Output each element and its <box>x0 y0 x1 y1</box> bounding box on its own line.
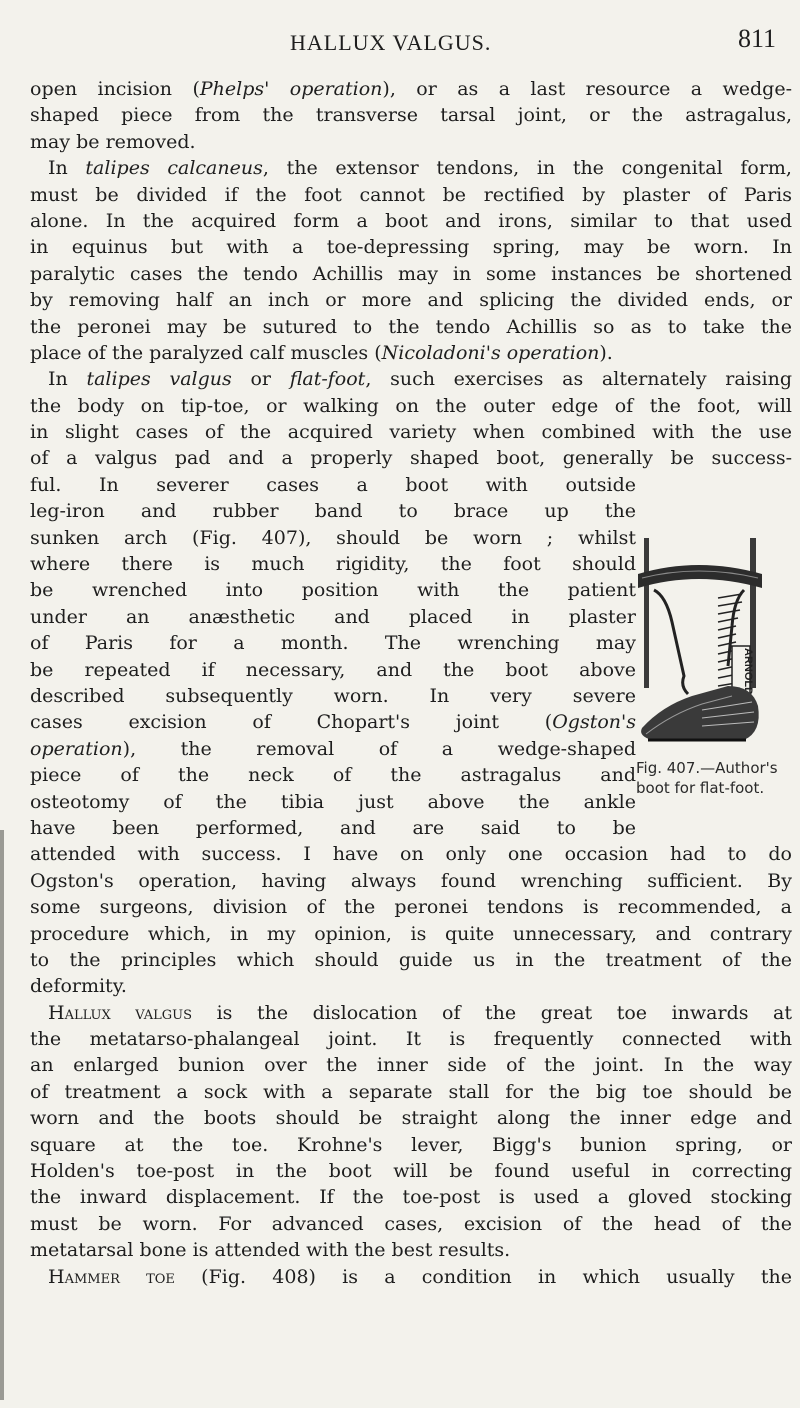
text-line <box>30 894 792 920</box>
text-segment: Hammer toe <box>48 1265 175 1288</box>
text-segment: is the dislocation of the great toe inwards at <box>192 1001 792 1024</box>
text-segment: metatarsal bone is attended with the best results. <box>30 1239 511 1262</box>
figure-caption <box>636 758 796 798</box>
text-line <box>30 393 792 419</box>
text-segment: Holden's toe-post in the boot will be found useful in correcting <box>30 1160 792 1183</box>
text-segment: (Fig. 408) is a condition in which usually the <box>174 1265 792 1288</box>
text-segment: to the principles which should guide us in the treatment of the <box>30 948 792 971</box>
page-header <box>290 20 776 60</box>
text-segment: must be worn. For advanced cases, excision of the head of the <box>30 1212 792 1235</box>
text-line <box>30 261 792 287</box>
text-segment: ), or as a last resource a wedge- <box>382 78 792 100</box>
text-segment: by removing half an inch or more and splicing the divided ends, or <box>30 289 792 312</box>
text-line <box>30 551 636 577</box>
caption-line: boot for flat-foot. <box>636 779 765 797</box>
text-segment: described subsequently worn. In very severe <box>30 684 636 707</box>
text-line <box>30 445 792 471</box>
text-line <box>30 1105 792 1131</box>
text-segment: must be divided if the foot cannot be rectified by plaster of Paris <box>30 183 792 206</box>
text-segment: leg-iron and rubber band to brace up the <box>30 500 636 523</box>
flat-foot-boot-drawing <box>632 536 790 752</box>
text-line <box>30 868 792 894</box>
text-segment: the peronei may be sutured to the tendo Achillis so as to take the <box>30 315 792 338</box>
text-segment: ). <box>599 341 613 364</box>
text-line <box>30 1052 792 1078</box>
text-segment: square at the toe. Krohne's lever, Bigg's bunion spring, or <box>30 1133 792 1156</box>
text-line <box>30 1237 792 1263</box>
page-edge-shadow <box>0 830 4 1400</box>
text-segment: ful. In severer cases a boot with outside <box>30 473 636 496</box>
text-segment: be repeated if necessary, and the boot above <box>30 658 636 681</box>
text-line <box>30 973 792 999</box>
text-segment: an enlarged bunion over the inner side of the joint. In the way <box>30 1054 792 1077</box>
running-title: HALLUX VALGUS. <box>290 30 492 55</box>
text-line <box>30 1000 792 1026</box>
text-line <box>30 472 636 498</box>
text-line <box>30 1026 792 1052</box>
text-segment: open incision ( <box>30 78 200 100</box>
text-segment: operation <box>30 737 123 760</box>
text-segment: some surgeons, division of the peronei tendons is recommended, a <box>30 896 792 919</box>
text-segment: , the extensor tendons, in the congenital form, <box>262 157 792 180</box>
text-line <box>30 683 636 709</box>
text-segment: talipes valgus <box>86 368 232 391</box>
text-segment: worn and the boots should be straight along the inner edge and <box>30 1107 792 1130</box>
text-segment: In <box>48 368 87 391</box>
text-line <box>30 182 792 208</box>
text-line <box>30 419 792 445</box>
text-line <box>30 762 636 788</box>
text-segment: Hallux valgus <box>48 1001 193 1024</box>
text-line <box>30 234 792 260</box>
text-line <box>30 630 636 656</box>
page-number: 811 <box>737 24 776 53</box>
text-line <box>30 102 792 128</box>
text-line <box>30 841 792 867</box>
text-segment: sunken arch (Fig. 407), should be worn ; whilst <box>30 526 636 549</box>
text-line <box>30 789 636 815</box>
text-segment: have been performed, and are said to be <box>30 816 636 839</box>
text-segment: or <box>231 368 290 391</box>
text-segment: Ogston's <box>552 711 636 734</box>
text-segment: the body on tip-toe, or walking on the outer edge of the foot, will <box>30 394 792 417</box>
text-line <box>30 947 792 973</box>
text-line <box>30 1132 792 1158</box>
text-segment: shaped piece from the transverse tarsal joint, or the astragalus, <box>30 104 792 127</box>
text-segment: of Paris for a month. The wrenching may <box>30 632 636 655</box>
text-line <box>30 129 792 155</box>
figure-407-boot-illustration <box>632 536 790 752</box>
text-line <box>30 921 792 947</box>
text-line <box>30 1158 792 1184</box>
text-segment: place of the paralyzed calf muscles ( <box>30 341 382 364</box>
text-segment: osteotomy of the tibia just above the ankle <box>30 790 636 813</box>
text-segment: of treatment a sock with a separate stall for the big toe should be <box>30 1080 792 1103</box>
text-segment: in slight cases of the acquired variety when combined with the use <box>30 421 792 444</box>
text-segment: Phelps' operation <box>199 78 383 100</box>
text-line <box>30 657 636 683</box>
text-segment: alone. In the acquired form a boot and irons, similar to that used <box>30 209 792 232</box>
text-segment: procedure which, in my opinion, is quite unnecessary, and contrary <box>30 922 792 945</box>
text-segment: , such exercises as alternately raising <box>365 368 792 391</box>
text-segment: ), the removal of a wedge-shaped <box>122 737 636 760</box>
text-line <box>30 1079 792 1105</box>
text-line <box>30 366 792 392</box>
text-line <box>30 208 792 234</box>
text-segment: talipes calcaneus <box>85 157 263 180</box>
text-line <box>30 340 792 366</box>
text-segment: of a valgus pad and a properly shaped boot, generally be success- <box>30 447 792 470</box>
text-segment: may be removed. <box>30 130 196 153</box>
text-line <box>30 577 636 603</box>
text-line <box>30 1211 792 1237</box>
text-line <box>30 287 792 313</box>
text-line <box>30 314 792 340</box>
text-line <box>30 709 636 735</box>
text-line <box>30 736 636 762</box>
text-line <box>30 604 636 630</box>
text-segment: in equinus but with a toe-depressing spring, may be worn. In <box>30 236 792 259</box>
caption-line: Fig. 407.—Author's <box>636 759 778 777</box>
text-line <box>30 155 792 181</box>
text-segment: attended with success. I have on only one occasion had to do <box>30 843 792 866</box>
text-segment: the inward displacement. If the toe-post is used a gloved stocking <box>30 1186 792 1209</box>
boot-maker-stamp: ARNOLD <box>742 648 754 696</box>
text-line <box>30 1264 792 1290</box>
text-segment: the metatarso-phalangeal joint. It is frequently connected with <box>30 1028 792 1051</box>
text-segment: where there is much rigidity, the foot should <box>30 553 636 576</box>
text-line <box>30 76 792 102</box>
text-segment: flat-foot <box>289 368 366 391</box>
text-segment: be wrenched into position with the patient <box>30 579 636 602</box>
text-line <box>30 1184 792 1210</box>
text-segment: In <box>48 157 86 180</box>
text-segment: paralytic cases the tendo Achillis may in some instances be shortened <box>30 262 792 285</box>
text-segment: cases excision of Chopart's joint ( <box>30 711 553 734</box>
text-segment: under an anæsthetic and placed in plaster <box>30 605 636 628</box>
text-segment: deformity. <box>30 975 127 998</box>
text-line <box>30 815 636 841</box>
text-segment: Ogston's operation, having always found wrenching sufficient. By <box>30 869 792 892</box>
text-segment: piece of the neck of the astragalus and <box>30 764 636 787</box>
text-line <box>30 498 636 524</box>
text-line <box>30 525 636 551</box>
text-segment: Nicoladoni's operation <box>381 341 600 364</box>
